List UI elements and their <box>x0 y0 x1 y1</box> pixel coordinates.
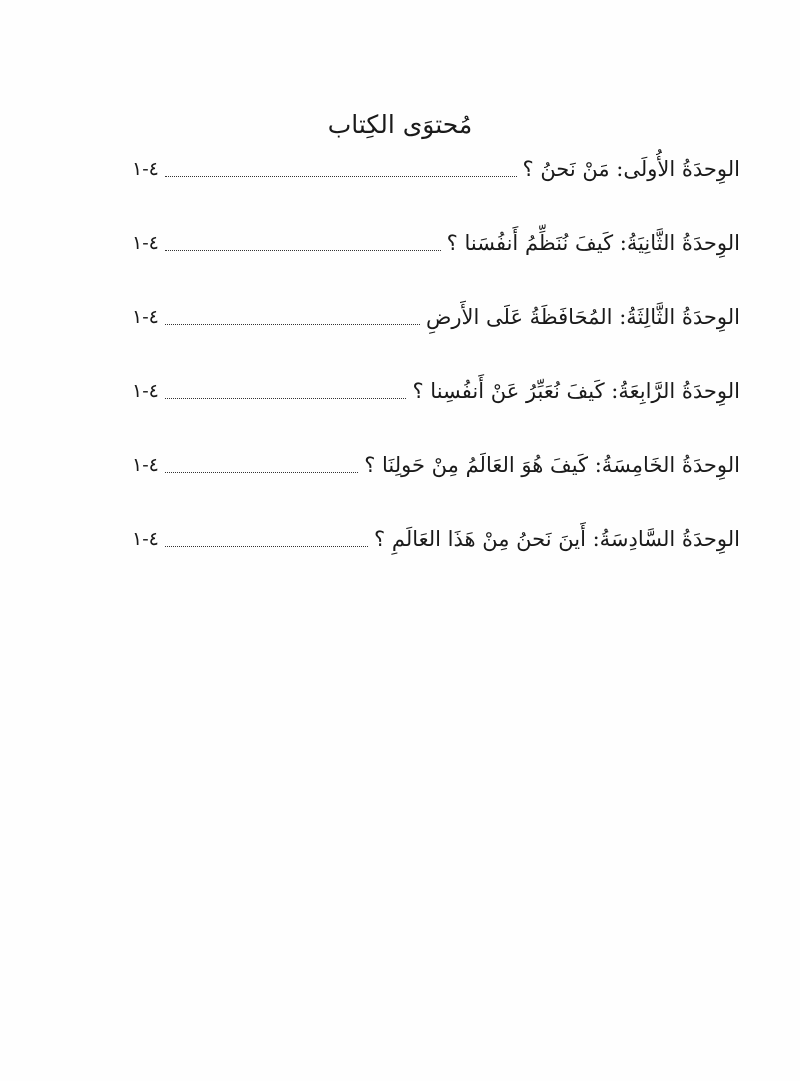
unit-title: الوِحدَةُ الثَّالِثَةُ: المُحَافَظَةُ عَلَى الأَرضِ <box>425 305 740 329</box>
dot-leader <box>165 546 368 547</box>
dot-leader <box>165 176 517 177</box>
page-range: ٤-١ <box>132 306 159 328</box>
table-of-contents <box>120 142 740 554</box>
dot-leader <box>165 250 441 251</box>
unit-title: الوِحدَةُ الثَّانِيَةُ: كَيفَ نُنَظِّمُ أَنفُسَنا ؟ <box>446 231 740 255</box>
dot-leader <box>165 472 358 473</box>
toc-entry-unit-5 <box>120 406 740 480</box>
page-range: ٤-١ <box>132 232 159 254</box>
unit-title: الوِحدَةُ الأُولَى: مَنْ نَحنُ ؟ <box>522 157 740 181</box>
toc-entry-unit-2 <box>120 184 740 258</box>
toc-entry-unit-3 <box>120 258 740 332</box>
page-range: ٤-١ <box>132 454 159 476</box>
page-range: ٤-١ <box>132 380 159 402</box>
page-range: ٤-١ <box>132 158 159 180</box>
toc-entry-unit-6 <box>120 480 740 554</box>
toc-entry-unit-1 <box>120 142 740 184</box>
page-range: ٤-١ <box>132 528 159 550</box>
page-title: مُحتوَى الكِتاب <box>327 110 473 139</box>
unit-title: الوِحدَةُ الرَّابِعَةُ: كَيفَ نُعَبِّرُ عَنْ أَنفُسِنا ؟ <box>412 379 740 403</box>
unit-title: الوِحدَةُ الخَامِسَةُ: كَيفَ هُوَ العَالَمُ مِنْ حَولِنَا ؟ <box>364 453 740 477</box>
unit-title: الوِحدَةُ السَّادِسَةُ: أَينَ نَحنُ مِنْ هَذَا العَالَمِ ؟ <box>374 527 740 551</box>
dot-leader <box>165 324 420 325</box>
toc-entry-unit-4 <box>120 332 740 406</box>
dot-leader <box>165 398 407 399</box>
